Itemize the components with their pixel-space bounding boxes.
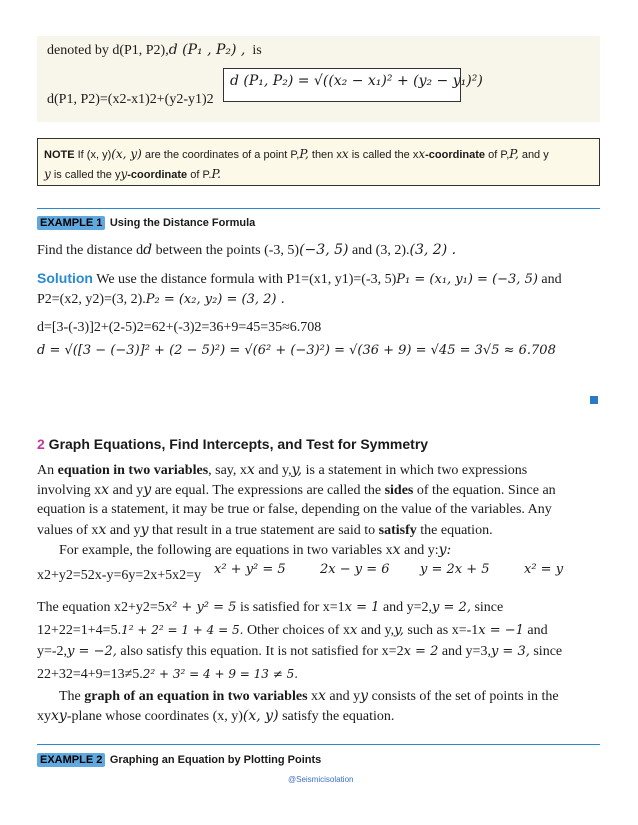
- math-inline: (−3, 5): [299, 242, 349, 258]
- divider: [37, 208, 600, 209]
- math-inline: y:: [438, 542, 452, 558]
- math-inline: y = −2,: [67, 644, 117, 659]
- para-1-line-4: [37, 520, 600, 541]
- math-inline: P,: [509, 147, 519, 161]
- para-1-line-1: [37, 460, 600, 481]
- para-1-line-3: [37, 500, 600, 520]
- divider: [37, 744, 600, 745]
- para-3-line-4: [37, 664, 600, 685]
- math-inline: (3, 2) .: [409, 242, 457, 258]
- example-title: Using the Distance Formula: [109, 217, 256, 229]
- solution-label: Solution: [37, 270, 93, 286]
- distance-calc-text: [37, 318, 600, 338]
- section-heading: [37, 436, 428, 452]
- text: values of x: [37, 523, 99, 538]
- text: of P,: [485, 149, 510, 161]
- text: equation in two variables: [57, 463, 209, 478]
- example-1-solution-cont: [37, 290, 600, 310]
- distance-formula: d (P₁, P₂) = √((x₂ − x₁)² + (y₂ − y₁)²): [223, 68, 461, 102]
- equation-1: x² + y² = 5: [214, 562, 286, 577]
- text: x2+y2=52x-y=6y=2x+5x2=y: [37, 568, 202, 583]
- text: xy: [37, 709, 51, 724]
- text: and: [537, 272, 562, 287]
- text: 12+22=1+4=5.: [37, 623, 122, 638]
- text: denoted by d(P1, P2),: [47, 43, 169, 58]
- example-title: Graphing an Equation by Plotting Points: [109, 754, 322, 766]
- text: and y: [518, 149, 549, 161]
- text: The: [59, 689, 85, 704]
- para-4-line-2: [37, 706, 600, 727]
- math-inline: x: [349, 623, 358, 638]
- definition-box: [37, 36, 600, 122]
- text: -coordinate: [425, 149, 486, 161]
- math-inline: y: [140, 522, 149, 538]
- text: then x: [308, 149, 342, 161]
- text: since: [470, 600, 504, 615]
- math-inline: P.: [211, 167, 221, 181]
- math-inline: x = 2: [403, 644, 439, 659]
- text: satisfy the equation.: [278, 709, 395, 724]
- text: of P.: [187, 169, 212, 181]
- text: P2=(x2, y2)=(3, 2).: [37, 292, 146, 307]
- math-inline: (x, y): [111, 147, 142, 161]
- math-inline: y: [120, 167, 128, 181]
- math-inline: P₂ = (x₂, y₂) = (3, 2) .: [145, 292, 285, 307]
- text: , say, x: [208, 463, 247, 478]
- equation-2: 2x − y = 6: [320, 562, 390, 577]
- example-1-problem: [37, 240, 600, 261]
- text: is called the y: [50, 169, 121, 181]
- text: -plane whose coordinates (x, y): [66, 709, 243, 724]
- math-inline: d (P₁ , P₂) ,: [168, 42, 246, 58]
- text: and y=2,: [379, 600, 433, 615]
- math-inline: x: [101, 482, 110, 498]
- text: also satisfy this equation. It is not satisfied for x=2: [116, 644, 404, 659]
- math-inline: y = 2,: [432, 600, 471, 615]
- watermark: @Seismicisolation: [288, 775, 354, 784]
- text: and y=3,: [438, 644, 491, 659]
- math-inline: y: [44, 167, 51, 181]
- math-inline: d: [143, 242, 153, 258]
- definition-line-2: [47, 92, 214, 108]
- example-1-header: [37, 213, 255, 231]
- text: since: [529, 644, 563, 659]
- example-1-solution: [37, 268, 600, 290]
- text: and y:: [400, 543, 439, 558]
- text: of the equation. Since an: [413, 483, 556, 498]
- text: Other choices of x: [243, 623, 350, 638]
- para-4-line-1: [37, 686, 600, 707]
- math-inline: y,: [291, 462, 303, 478]
- text: -coordinate: [127, 169, 188, 181]
- text: such as x=-1: [403, 623, 479, 638]
- math-inline: x² + y² = 5: [164, 600, 237, 615]
- text: the equation.: [416, 523, 493, 538]
- math-inline: P,: [299, 147, 309, 161]
- note-label: NOTE: [44, 149, 75, 161]
- text: y=-2,: [37, 644, 68, 659]
- math-inline: x: [98, 522, 107, 538]
- math-inline: x: [246, 462, 255, 478]
- math-display: d = √([3 − (−3)]² + (2 − 5)²) = √(6² + (−3)²) = √(36 + 9) = √45 = 3√5 ≈ 6.708: [37, 343, 556, 358]
- text: An: [37, 463, 58, 478]
- math-inline: 1² + 2² = 1 + 4 = 5.: [121, 623, 244, 637]
- para-2-line-1: [37, 540, 600, 561]
- text: For example, the following are equations in two variables x: [59, 543, 393, 558]
- note-box: [37, 138, 600, 186]
- text: and y,: [357, 623, 395, 638]
- math-inline: xy: [51, 708, 67, 724]
- example-badge: EXAMPLE 2: [37, 753, 105, 767]
- para-1-line-2: [37, 480, 600, 501]
- equations-line: [37, 566, 600, 586]
- text: and y: [109, 483, 144, 498]
- text: sides: [384, 483, 414, 498]
- example-badge: EXAMPLE 1: [37, 216, 105, 230]
- text: We use the distance formula with P1=(x1, y1)=(-3, 5): [93, 272, 397, 287]
- text: is: [252, 43, 262, 58]
- text: and: [523, 623, 548, 638]
- text: graph of an equation in two variables: [84, 689, 308, 704]
- equation-3: y = 2x + 5: [420, 562, 490, 577]
- text: are the coordinates of a point P,: [141, 149, 300, 161]
- math-inline: y,: [394, 623, 404, 638]
- definition-line-1: [47, 42, 262, 59]
- text: 22+32=4+9=13≠5.: [37, 667, 143, 682]
- text: and y,: [254, 463, 292, 478]
- distance-calc-math: [37, 341, 600, 361]
- para-3-line-2: [37, 620, 600, 641]
- math-inline: (x, y): [242, 708, 279, 724]
- text: are equal. The expressions are called the: [151, 483, 385, 498]
- text: is called the x: [348, 149, 419, 161]
- text: satisfy: [378, 523, 417, 538]
- text: involving x: [37, 483, 102, 498]
- text: and (3, 2).: [348, 243, 410, 258]
- text: If (x, y): [74, 149, 112, 161]
- math-inline: x: [341, 147, 349, 161]
- equation-4: x² = y: [524, 562, 564, 577]
- text: d(P1, P2)=(x2-x1)2+(y2-y1)2: [47, 92, 214, 107]
- math-inline: x = 1: [344, 600, 380, 615]
- text: The equation x2+y2=5: [37, 600, 165, 615]
- math-inline: x: [318, 688, 326, 704]
- text: equation is a statement, it may be true or false, depending on the value of the variables. Any: [37, 502, 552, 517]
- para-3-line-3: [37, 642, 600, 662]
- math-inline: x: [418, 147, 426, 161]
- section-title: Graph Equations, Find Intercepts, and Test for Symmetry: [44, 436, 429, 452]
- text: x: [307, 689, 319, 704]
- math-inline: 2² + 3² = 4 + 9 = 13 ≠ 5.: [142, 667, 299, 681]
- text: Find the distance d: [37, 243, 144, 258]
- text: consists of the set of points in the: [368, 689, 559, 704]
- para-3-line-1: [37, 598, 600, 618]
- math-inline: x: [392, 542, 401, 558]
- text: and y: [325, 689, 361, 704]
- math-inline: y: [143, 482, 152, 498]
- text: is a statement in which two expressions: [302, 463, 528, 478]
- math-inline: P₁ = (x₁, y₁) = (−3, 5): [396, 272, 538, 287]
- text: is satisfied for x=1: [236, 600, 345, 615]
- section-number: 2: [37, 436, 45, 452]
- text: d=[3-(-3)]2+(2-5)2=62+(-3)2=36+9=45=35≈6.708: [37, 320, 322, 335]
- text: between the points (-3, 5): [152, 243, 300, 258]
- math-inline: y: [360, 688, 369, 704]
- text: that result in a true statement are said to: [148, 523, 379, 538]
- example-2-header: [37, 750, 321, 768]
- end-of-example-marker: [590, 396, 598, 404]
- math-inline: y = 3,: [490, 644, 530, 659]
- text: and y: [106, 523, 141, 538]
- math-inline: x = −1: [478, 623, 524, 638]
